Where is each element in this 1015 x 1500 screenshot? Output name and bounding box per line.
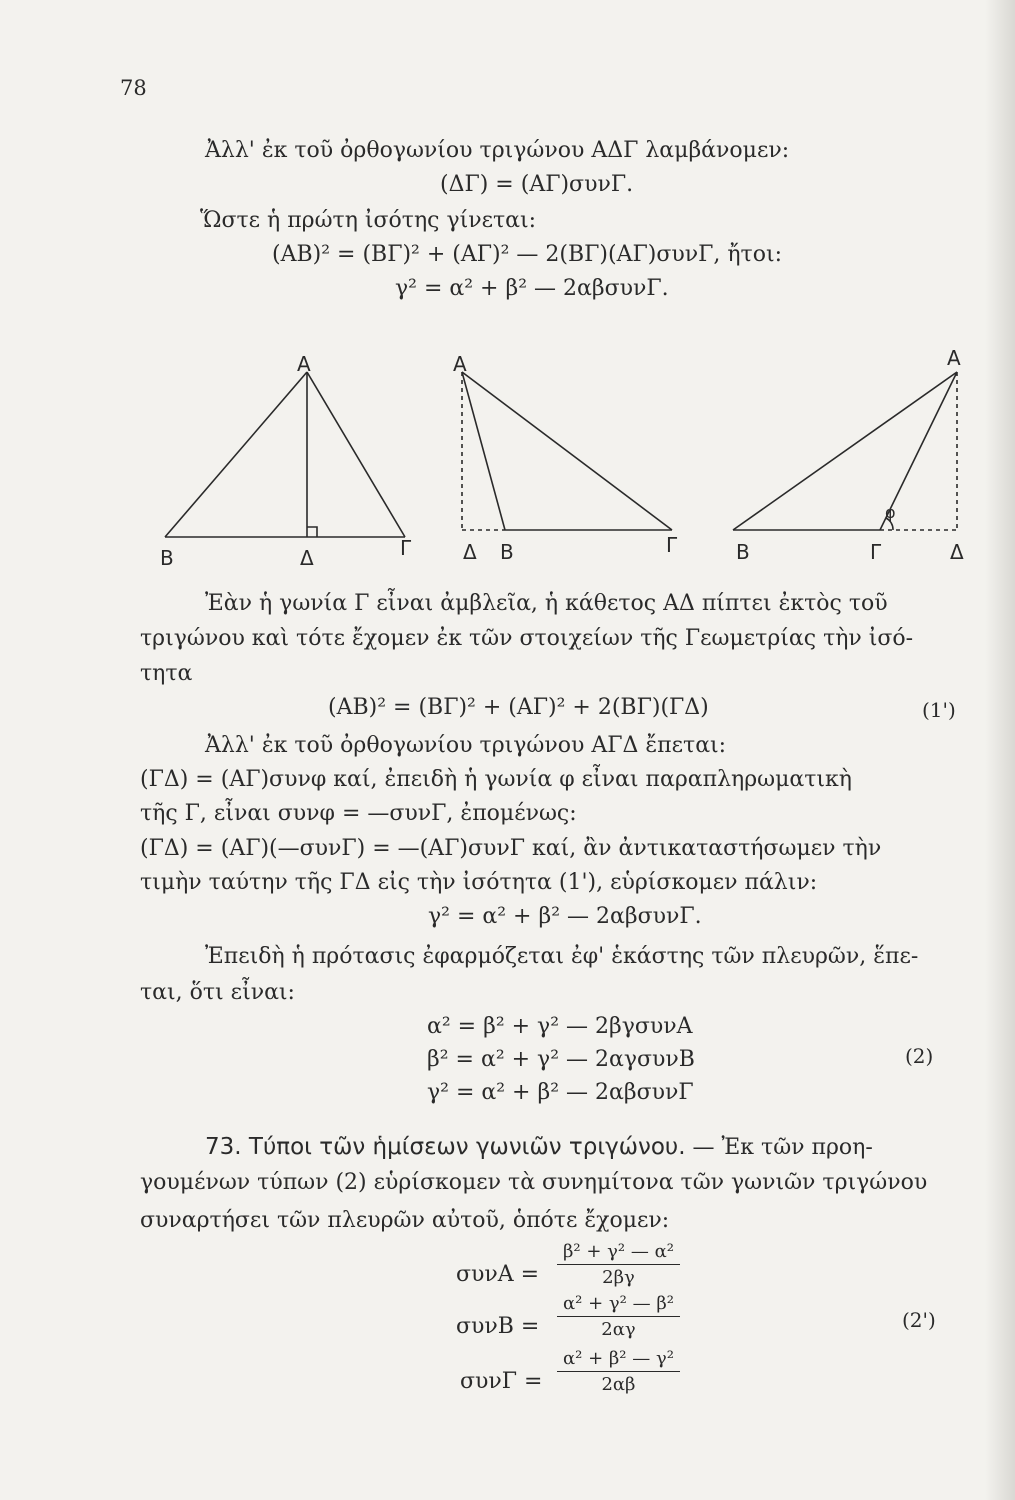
fraction-numerator: α² + γ² — β²	[557, 1295, 680, 1317]
equation: γ² = α² + β² — 2αβσυνΓ	[427, 1080, 694, 1105]
text-line: Ὥστε ἡ πρώτη ἰσότης γίνεται:	[200, 208, 537, 233]
text-line: τῆς Γ, εἶναι συνφ = —συνΓ, ἐπομένως:	[140, 801, 577, 826]
equation: (ΑΒ)² = (ΒΓ)² + (ΑΓ)² + 2(ΒΓ)(ΓΔ)	[328, 695, 709, 720]
text-line: Ἀλλ' ἐκ τοῦ ὀρθογωνίου τριγώνου ΑΓΔ ἔπεται:	[205, 733, 727, 758]
equation: (ΑΒ)² = (ΒΓ)² + (ΑΓ)² — 2(ΒΓ)(ΑΓ)συνΓ, ἤτοι:	[272, 242, 782, 267]
fig-label: Β	[736, 540, 750, 564]
text-line: γουμένων τύπων (2) εὑρίσκομεν τὰ συνημίτονα τῶν γωνιῶν τριγώνου	[140, 1170, 928, 1195]
fraction-numerator: β² + γ² — α²	[557, 1243, 680, 1265]
equation: β² = α² + γ² — 2αγσυνΒ	[427, 1047, 695, 1072]
fraction-cos-b	[557, 1295, 680, 1339]
t3-side-ab	[733, 372, 957, 530]
equation-number: (1')	[922, 698, 956, 722]
text-line: Ἀλλ' ἐκ τοῦ ὀρθογωνίου τριγώνου ΑΔΓ λαμβάνομεν:	[205, 138, 790, 163]
fig-label: Γ	[666, 533, 678, 557]
equation: γ² = α² + β² — 2αβσυνΓ.	[395, 276, 669, 301]
fraction-denominator: 2βγ	[602, 1267, 635, 1288]
fraction-denominator: 2αβ	[601, 1374, 636, 1395]
text-line: (ΓΔ) = (ΑΓ)(—συνΓ) = —(ΑΓ)συνΓ καί, ἂν ἀντικαταστήσωμεν τὴν	[140, 836, 882, 861]
equation: α² = β² + γ² — 2βγσυνΑ	[427, 1014, 693, 1039]
fig-label: φ	[885, 503, 896, 522]
fraction-cos-g	[557, 1350, 680, 1394]
equation-number: (2)	[905, 1044, 934, 1068]
text-line: τριγώνου καὶ τότε ἔχομεν ἐκ τῶν στοιχείων τῆς Γεωμετρίας τὴν ἰσό-	[140, 626, 914, 651]
fraction-numerator: α² + β² — γ²	[557, 1350, 680, 1372]
text-line: συναρτήσει τῶν πλευρῶν αὐτοῦ, ὁπότε ἔχομεν:	[140, 1208, 670, 1233]
equation-lhs: συνΑ =	[456, 1262, 540, 1287]
section-title-rest: — Ἐκ τῶν προη-	[692, 1135, 873, 1160]
t2-side-ab	[462, 372, 505, 530]
text-line: Ἐπειδὴ ἡ πρότασις ἐφαρμόζεται ἐφ' ἑκάστης τῶν πλευρῶν, ἕπε-	[205, 944, 919, 969]
equation-number: (2')	[902, 1308, 936, 1332]
fig-label: Γ	[870, 540, 882, 564]
fig-label: Α	[297, 352, 311, 376]
t1-side-ab	[165, 372, 307, 537]
fig-label: Δ	[463, 540, 477, 564]
t1-side-ag	[307, 372, 405, 537]
text-line: τητα	[140, 661, 193, 686]
fig-label: Α	[453, 352, 467, 376]
section-title: 73. Τύποι τῶν ἡμίσεων γωνιῶν τριγώνου.	[205, 1134, 686, 1160]
fig-label: Β	[500, 540, 514, 564]
t1-right-angle	[307, 527, 317, 537]
fig-label: Α	[947, 346, 961, 370]
t2-side-ag	[462, 372, 672, 530]
text-line: ται, ὅτι εἶναι:	[140, 980, 295, 1005]
fig-label: Γ	[400, 536, 412, 560]
fig-label: Β	[160, 546, 174, 570]
page-number: 78	[120, 76, 147, 100]
text-line: (ΓΔ) = (ΑΓ)συνφ καί, ἐπειδὴ ἡ γωνία φ εἶναι παραπληρωματικὴ	[140, 767, 852, 792]
text-line: τιμὴν ταύτην τῆς ΓΔ εἰς τὴν ἰσότητα (1'), εὑρίσκομεν πάλιν:	[140, 870, 818, 895]
text-line: Ἐὰν ἡ γωνία Γ εἶναι ἀμβλεῖα, ἡ κάθετος ΑΔ πίπτει ἐκτὸς τοῦ	[205, 591, 888, 616]
equation-lhs: συνΒ =	[456, 1314, 540, 1339]
fraction-cos-a	[557, 1243, 680, 1287]
fig-label: Δ	[950, 540, 964, 564]
fraction-denominator: 2αγ	[601, 1319, 636, 1340]
fig-label: Δ	[300, 546, 314, 570]
equation: γ² = α² + β² — 2αβσυνΓ.	[428, 904, 702, 929]
equation: (ΔΓ) = (ΑΓ)συνΓ.	[440, 172, 634, 197]
section-heading	[205, 1136, 873, 1159]
equation-lhs: συνΓ =	[460, 1369, 543, 1394]
